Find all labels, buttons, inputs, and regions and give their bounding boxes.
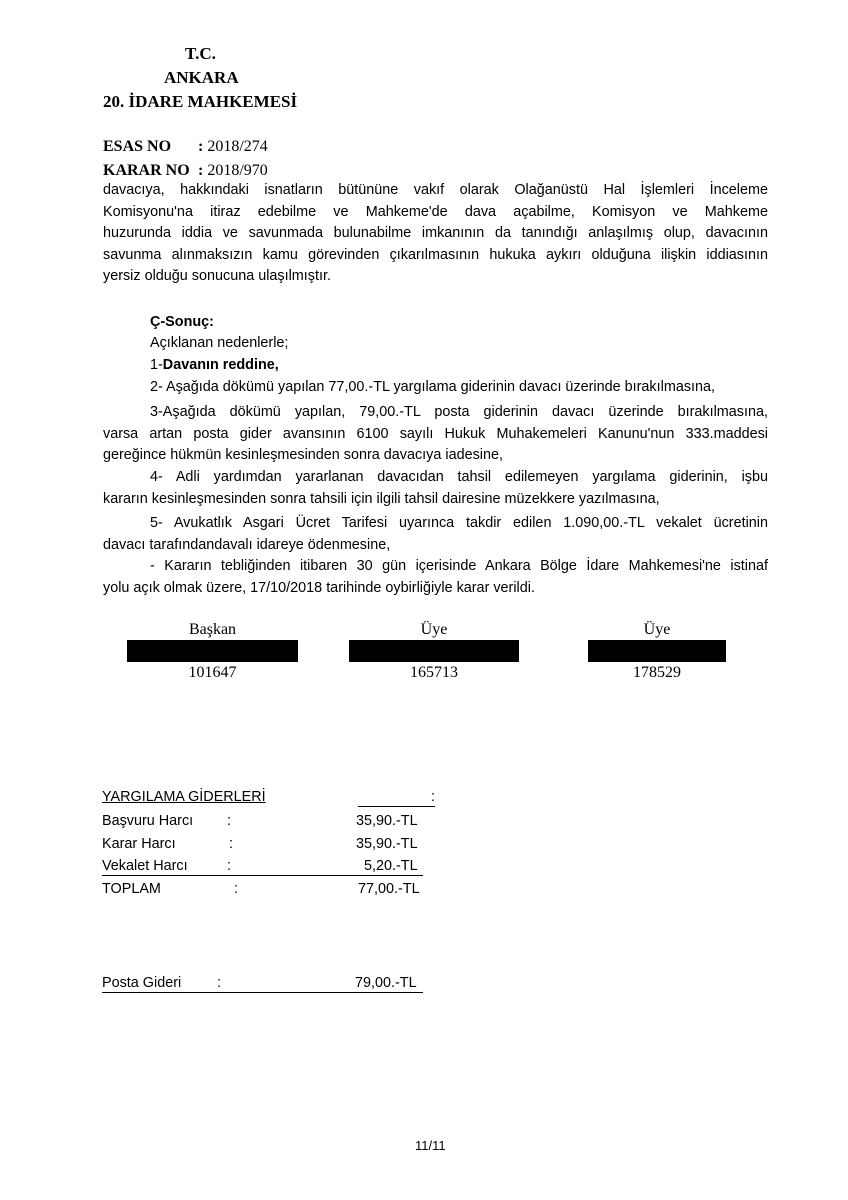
costs-heading-colon: : [358, 789, 435, 807]
redacted-name-bar [127, 640, 298, 662]
cost-colon: : [227, 858, 231, 874]
intro-line: davacıya, hakkındaki isnatların bütününe vakıf olarak Olağanüstü Hal İşlemleri İnceleme [103, 182, 768, 198]
karar-row: KARAR NO : 2018/970 [103, 162, 268, 179]
item-4-line1: 4- Adli yardımdan yararlanan davacıdan tahsil edilemeyen yargılama giderinin, işbu [150, 469, 768, 485]
intro-line: huzurunda iddia ve savunmada bulunabilme imkanının da tanındığı anlaşılmış olup, davacının [103, 225, 768, 242]
intro-line-last: yersiz olduğu sonucuna ulaşılmıştır. [103, 268, 331, 285]
item-5-line1: 5- Avukatlık Asgari Ücret Tarifesi uyarınca takdir edilen 1.090,00.-TL vekalet ücretinin [150, 515, 768, 531]
esas-label: ESAS NO [103, 138, 172, 155]
esas-value: 2018/274 [207, 138, 268, 155]
signature-title: Üye [643, 621, 671, 638]
sonuc-heading: Ç-Sonuç: [150, 314, 214, 330]
cost-colon: : [227, 813, 231, 829]
item-3 [103, 402, 768, 467]
signature-number: 101647 [188, 664, 237, 681]
header-city: ANKARA [164, 68, 239, 87]
item-3-line1: 3-Aşağıda dökümü yapılan, 79,00.-TL posta giderinin davacı üzerinde bırakılmasına, [150, 404, 768, 420]
esas-row: ESAS NO : 2018/274 [103, 138, 268, 155]
item-5 [103, 513, 768, 556]
karar-label: KARAR NO [103, 162, 190, 179]
cost-amount: 35,90.-TL [356, 813, 418, 829]
total-amount: 77,00.-TL [358, 881, 420, 897]
karar-value: 2018/970 [207, 162, 268, 179]
redacted-name-bar [588, 640, 726, 662]
item-1-prefix: 1- [150, 357, 163, 373]
signature-title: Başkan [188, 621, 237, 638]
page-number: 11/11 [415, 1138, 446, 1153]
cost-label: Vekalet Harcı [102, 858, 188, 874]
posta-amount: 79,00.-TL [355, 975, 417, 991]
total-label: TOPLAM [102, 881, 161, 897]
item-3-line2: varsa artan posta gider avansının 6100 sayılı Hukuk Muhakemeleri Kanunu'nun 333.maddesi [103, 425, 768, 442]
redacted-name-bar [349, 640, 519, 662]
posta-row [102, 975, 423, 993]
item-1 [150, 355, 279, 377]
sonuc-intro: Açıklanan nedenlerle; [150, 335, 289, 351]
item-6 [103, 556, 768, 599]
cost-label: Karar Harcı [102, 836, 176, 852]
signature-president [127, 620, 298, 684]
item-6-line1: - Kararın tebliğinden itibaren 30 gün içerisinde Ankara Bölge İdare Mahkemesi'ne istinaf [150, 558, 768, 574]
item-2: 2- Aşağıda dökümü yapılan 77,00.-TL yargılama giderinin davacı üzerinde bırakılmasına, [150, 379, 716, 395]
header-court: 20. İDARE MAHKEMESİ [103, 92, 298, 111]
signature-title: Üye [420, 621, 448, 638]
cost-row-underlined [102, 858, 423, 876]
cost-amount: 35,90.-TL [356, 836, 418, 852]
intro-paragraph [103, 180, 768, 288]
item-1-text: Davanın reddine, [162, 357, 279, 373]
intro-line: savunma alınmaksızın kamu görevinden çıkarılmasının hukuka aykırı olduğuna ilişkin iddiasının [103, 246, 768, 263]
signature-member-1 [349, 620, 519, 684]
intro-line: Komisyonu'na itiraz edebilme ve Mahkeme'de dava açabilme, Komisyon ve Mahkeme [103, 203, 768, 220]
signature-number: 165713 [410, 664, 458, 681]
cost-label: Başvuru Harcı [102, 813, 194, 829]
total-colon: : [234, 881, 238, 897]
item-3-line3: gereğince hükmün kesinleşmesinden sonra davacıya iadesine, [103, 447, 503, 464]
item-4 [103, 467, 768, 510]
item-6-line2: yolu açık olmak üzere, 17/10/2018 tarihinde oybirliğiyle karar verildi. [103, 579, 535, 596]
costs-heading: YARGILAMA GİDERLERİ [102, 789, 266, 805]
signature-number: 178529 [633, 664, 681, 681]
cost-amount: 5,20.-TL [364, 858, 418, 874]
item-4-line2: kararın kesinleşmesinden sonra tahsili için ilgili tahsil dairesine müzekkere yazılmasına, [103, 490, 660, 507]
posta-colon: : [217, 975, 221, 991]
header-tc: T.C. [185, 44, 216, 63]
posta-label: Posta Gideri [102, 975, 182, 991]
item-5-line2: davacı tarafındandavalı idareye ödenmesine, [103, 536, 391, 553]
cost-colon: : [229, 836, 233, 852]
signature-member-2 [588, 620, 726, 684]
